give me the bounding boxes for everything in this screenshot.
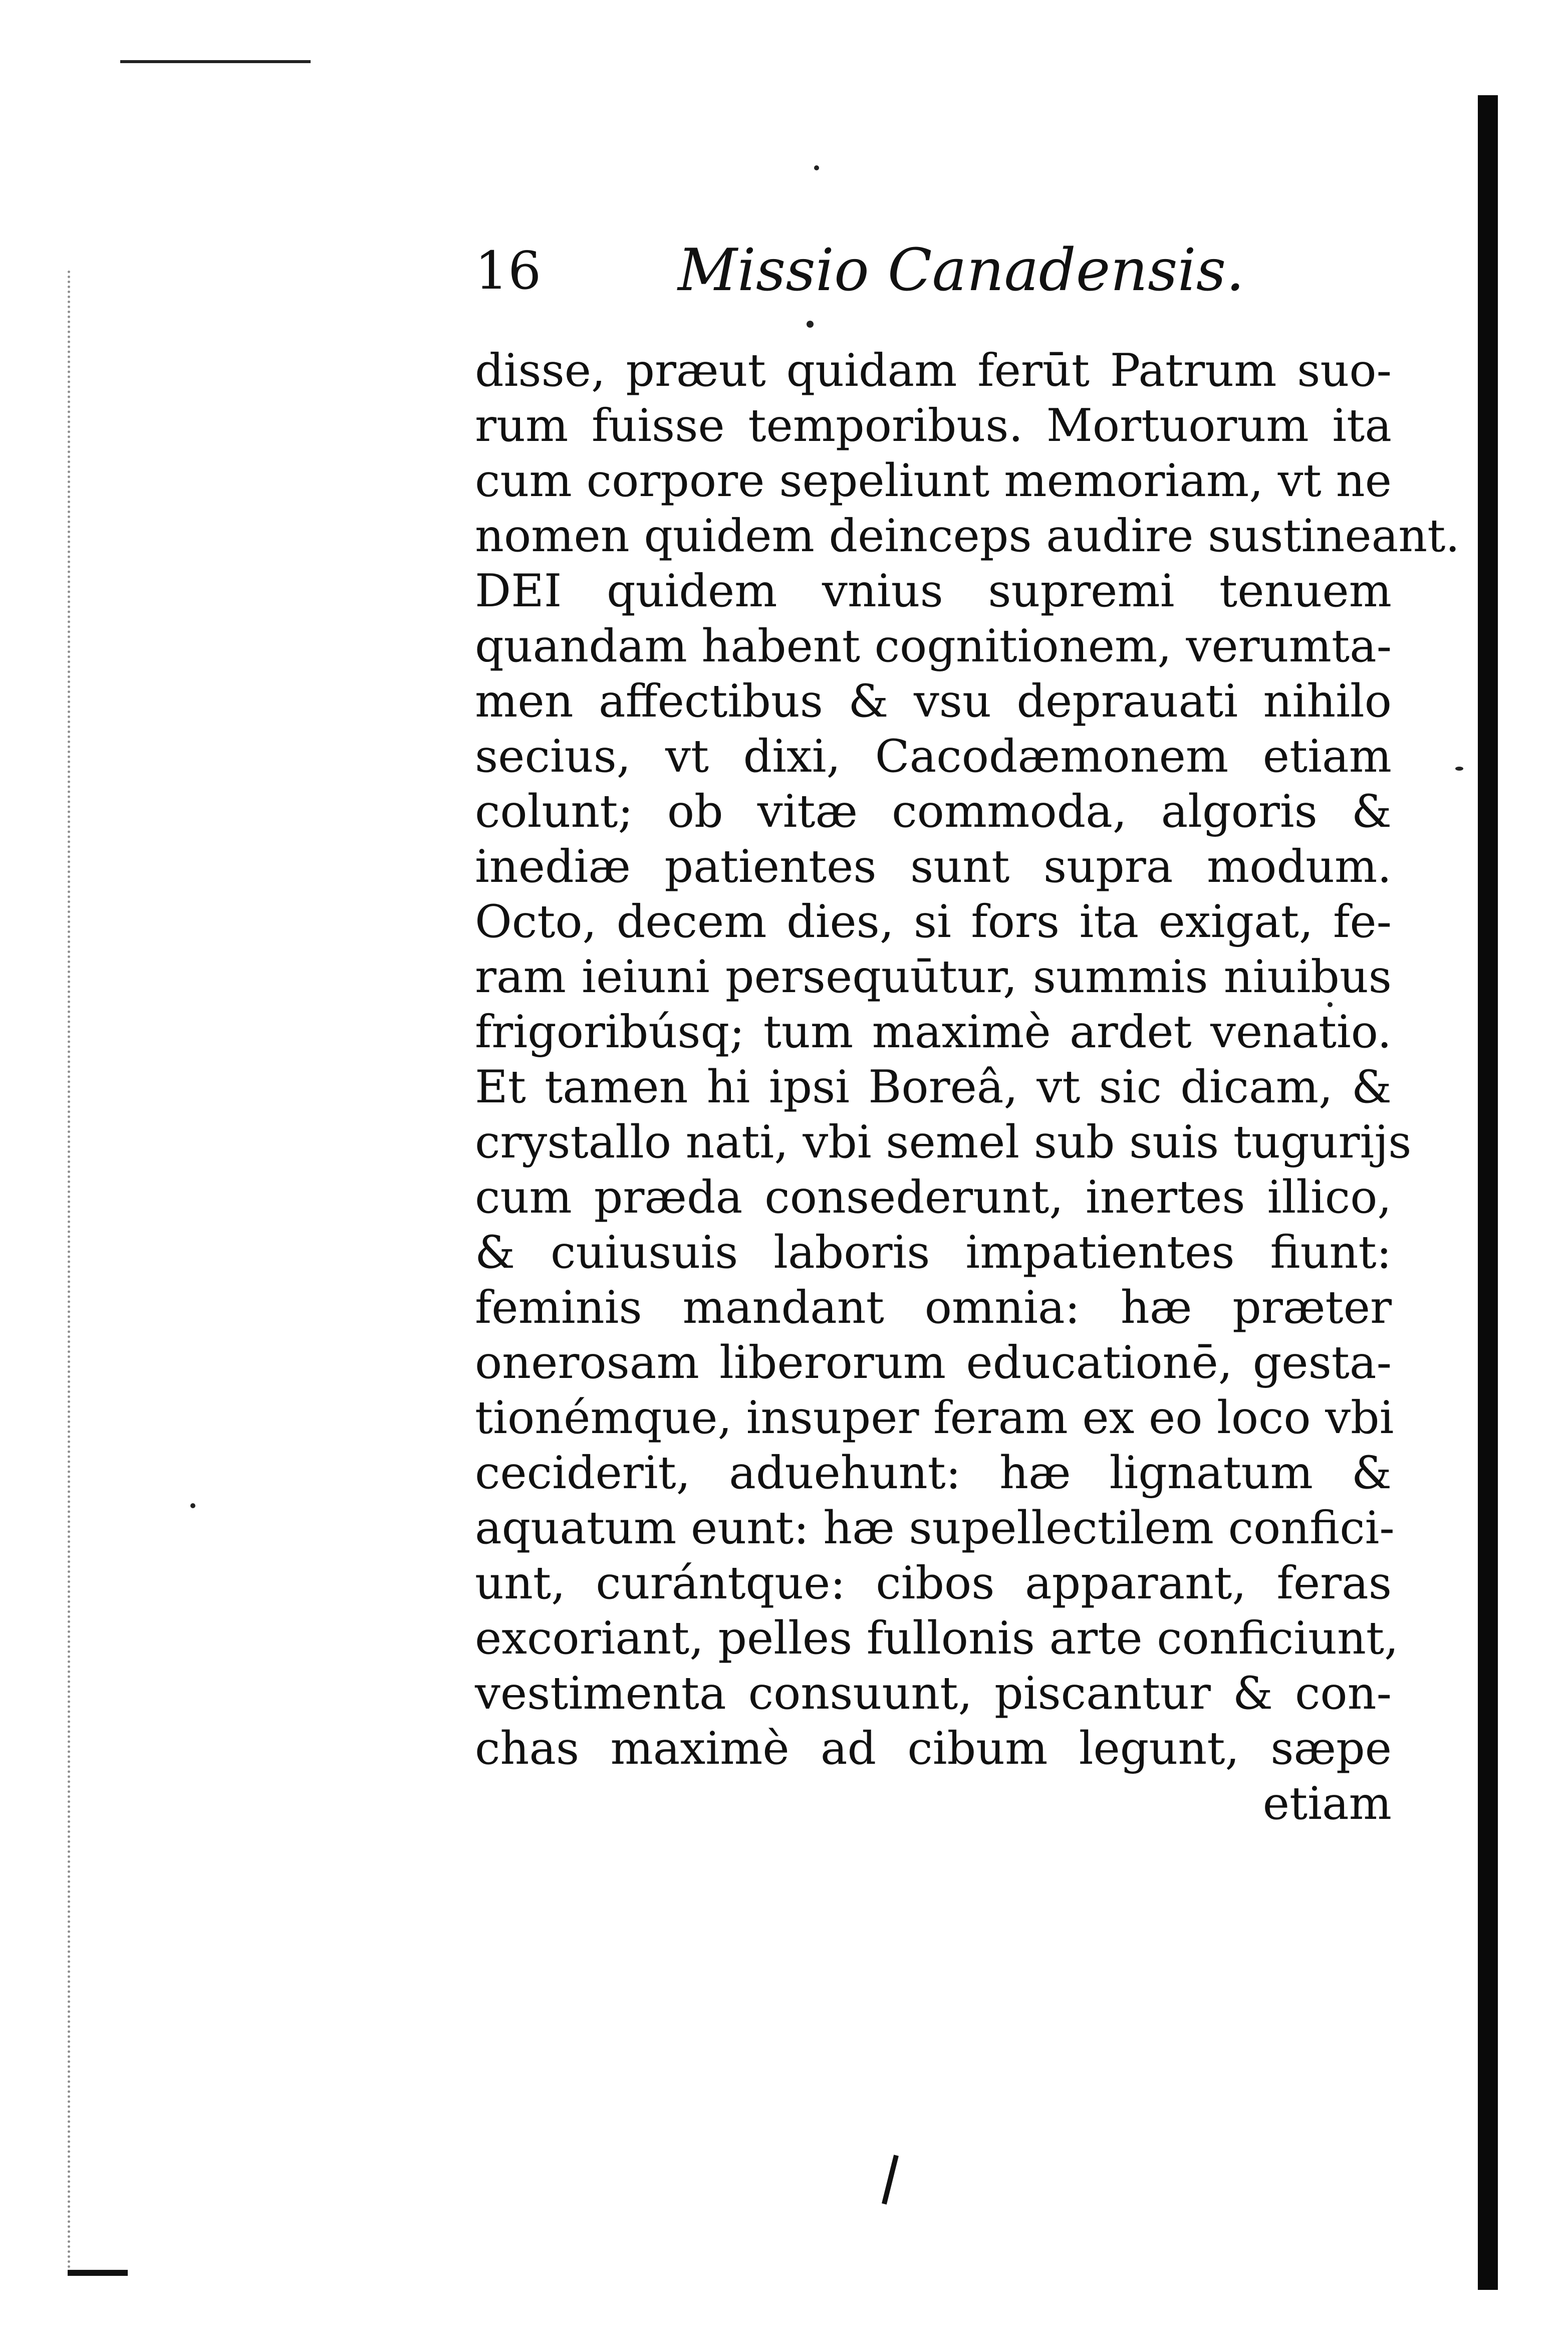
text-line: men affectibus & vsu deprauati nihilo [475,675,1392,728]
text-line: crystallo nati, vbi semel sub suis tugurijs [475,1116,1412,1168]
ink-speck [814,165,819,170]
text-line: nomen quidem deinceps audire sustineant. [475,510,1460,562]
text-line: disse, præut quidam ferūt Patrum suo- [475,344,1392,397]
text-line: Octo, decem dies, si fors ita exigat, fe- [475,895,1392,948]
text-line: ram ieiuni persequūtur, summis niuibus [475,951,1392,1003]
body-text [475,343,1460,1831]
text-line: vestimenta consuunt, piscantur & con- [475,1667,1392,1720]
text-line: secius, vt dixi, Cacodæmonem etiam [475,730,1392,783]
scan-gutter-marks [68,271,77,2275]
text-line: excoriant, pelles fullonis arte conficiunt, [475,1612,1399,1665]
text-line: inediæ patientes sunt supra modum. [475,840,1392,893]
text-line: & cuiusuis laboris impatientes fiunt: [475,1226,1392,1279]
text-line: Et tamen hi ipsi Boreâ, vt sic dicam, & [475,1061,1392,1113]
ink-speck [807,321,814,328]
text-line: onerosam liberorum educationē, gesta- [475,1336,1392,1389]
text-line: colunt; ob vitæ commoda, algoris & [475,785,1392,838]
text-line: tionémque, insuper feram ex eo loco vbi [475,1391,1394,1444]
text-line: cum præda consederunt, inertes illico, [475,1171,1392,1224]
text-line: quandam habent cognitionem, verumta- [475,620,1392,672]
catchword: etiam [1262,1777,1392,1830]
ink-speck [1455,767,1463,771]
page-number: 16 [475,240,542,301]
text-line: rum fuisse temporibus. Mortuorum ita [475,399,1392,452]
text-line: ceciderit, aduehunt: hæ lignatum & [475,1447,1392,1499]
scan-bottom-corner [68,2270,128,2276]
text-line: DEI quidem vnius supremi tenuem [475,565,1392,617]
ink-mark [882,2155,899,2204]
text-line: unt, curántque: cibos apparant, feras [475,1557,1392,1609]
text-line: chas maximè ad cibum legunt, sæpe [475,1722,1392,1775]
scan-page-edge [1478,95,1498,2290]
running-head: Missio Canadensis. [678,237,1245,304]
scan-top-rule [120,60,311,63]
text-line: feminis mandant omnia: hæ præter [475,1281,1392,1334]
text-line: cum corpore sepeliunt memoriam, vt ne [475,454,1392,507]
page-header [475,236,1392,306]
text-line: frigoribúsq; tum maximè ardet venatio. [475,1006,1392,1058]
ink-speck [190,1503,195,1508]
text-line: aquatum eunt: hæ supellectilem confici- [475,1502,1395,1554]
